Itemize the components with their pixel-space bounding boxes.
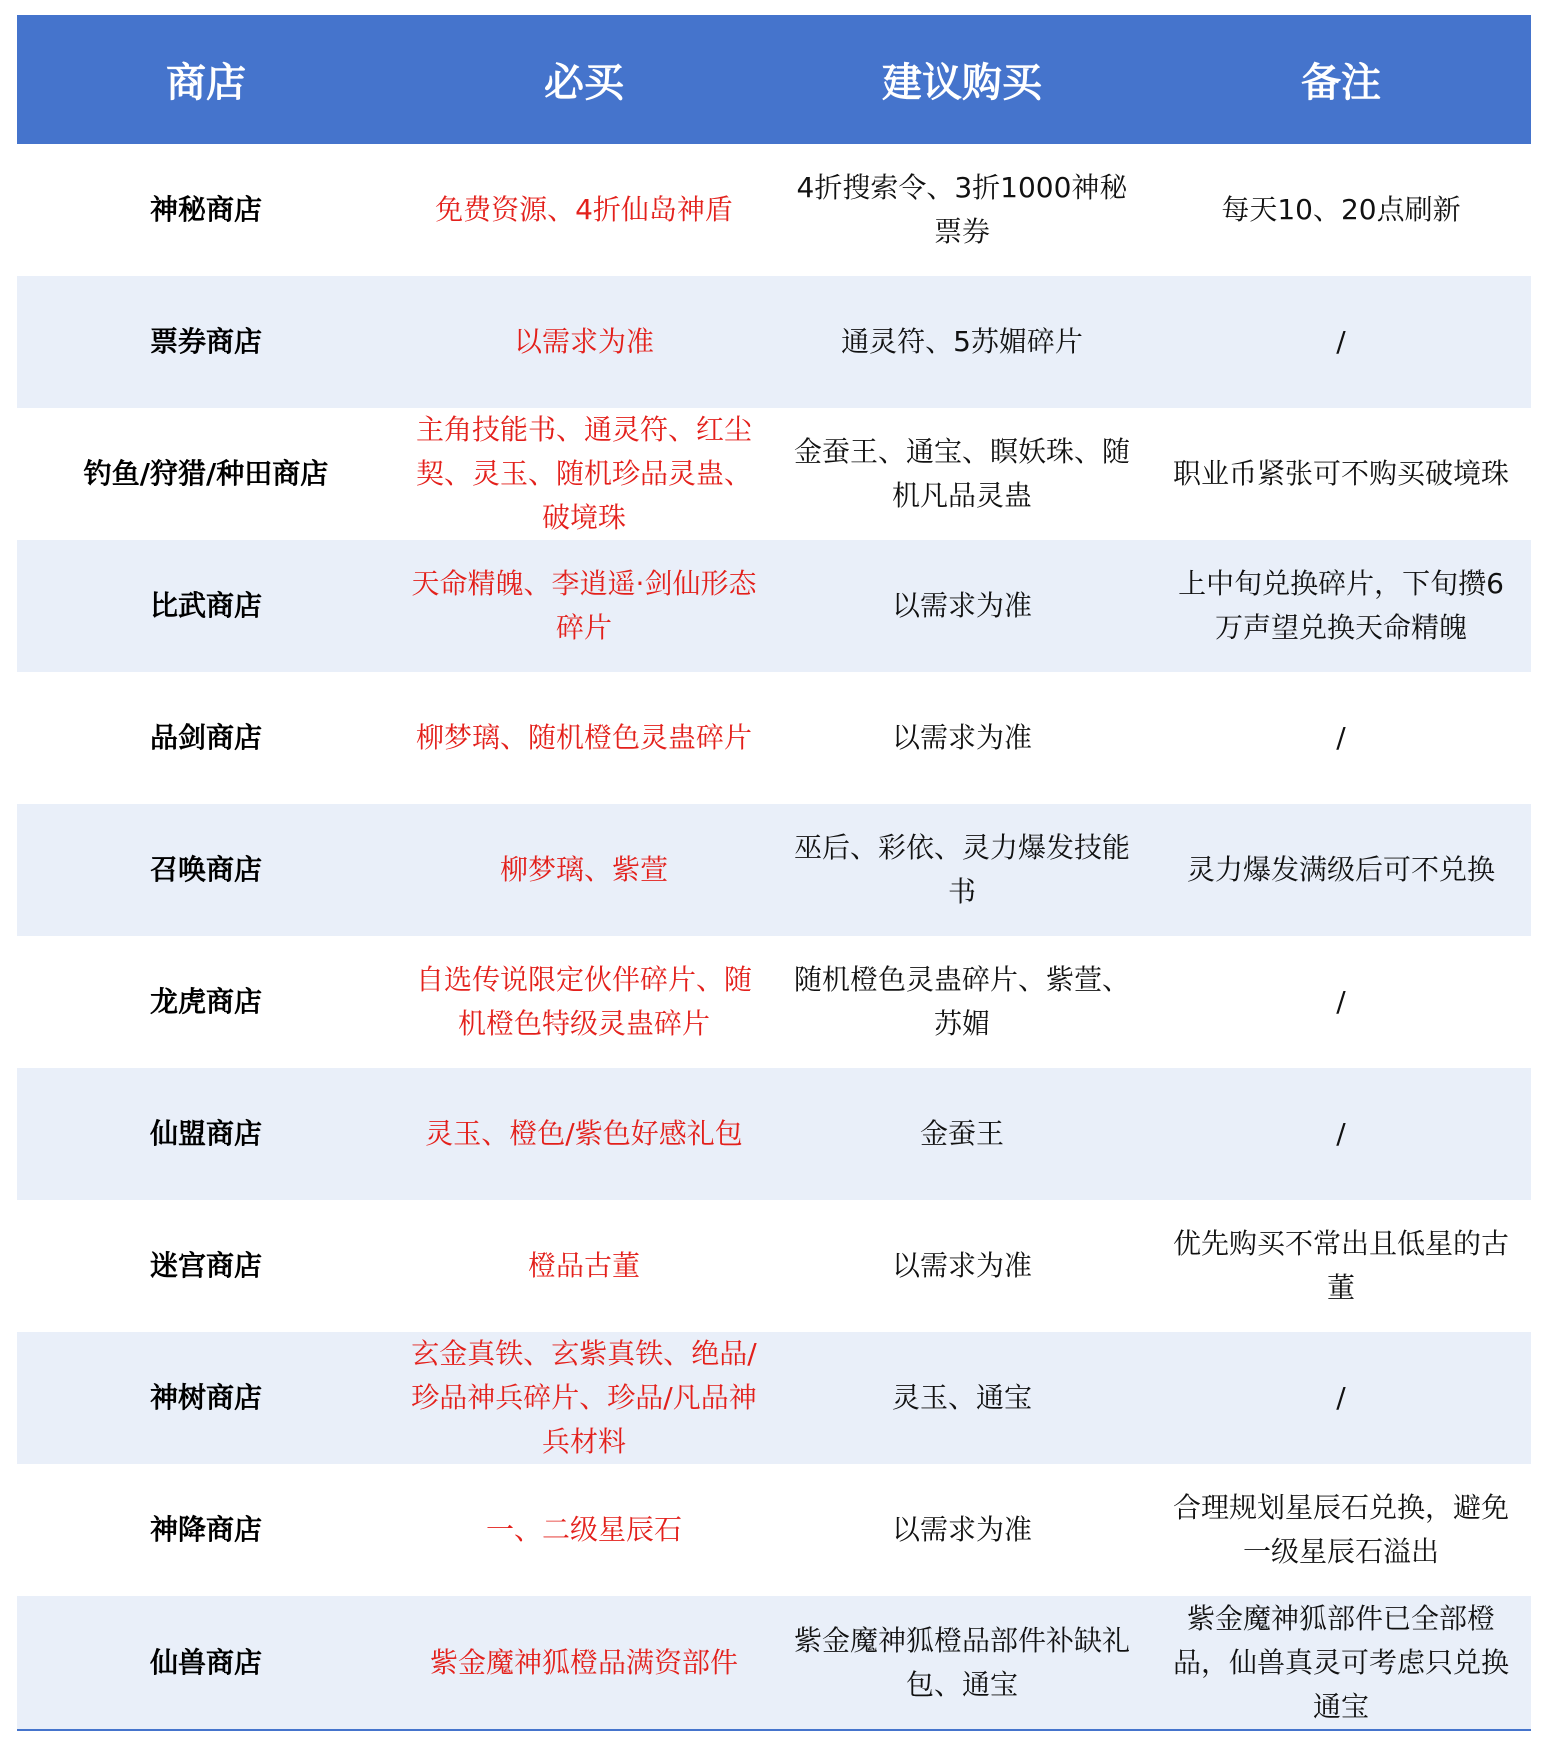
header-must-buy: 必买: [544, 60, 624, 106]
suggested-cell: 紫金魔神狐橙品部件补缺礼包、通宝: [793, 1623, 1130, 1701]
suggested-cell: 以需求为准: [891, 721, 1032, 754]
table-row: [17, 936, 1531, 1068]
suggested-cell: 以需求为准: [891, 1513, 1032, 1546]
note-cell: 优先购买不常出且低星的古董: [1172, 1227, 1509, 1304]
header-suggested: 建议购买: [882, 60, 1042, 106]
must-buy-cell: 一、二级星辰石: [485, 1513, 682, 1546]
shop-name-cell: 龙虎商店: [149, 985, 262, 1018]
note-cell: 职业币紧张可不购买破境珠: [1172, 457, 1509, 490]
shop-guide-table-container: [17, 15, 1531, 1731]
table-row: [17, 1332, 1531, 1464]
suggested-cell: 灵玉、通宝: [891, 1381, 1032, 1414]
header-note: 备注: [1301, 60, 1381, 106]
shop-name-cell: 钓鱼/狩猎/种田商店: [83, 457, 329, 490]
note-cell: 合理规划星辰石兑换，避免一级星辰石溢出: [1172, 1491, 1509, 1568]
table-row: [17, 804, 1531, 936]
table-row: [17, 1464, 1531, 1596]
suggested-cell: 随机橙色灵蛊碎片、紫萱、苏媚: [793, 963, 1130, 1040]
table-row: [17, 1200, 1531, 1332]
must-buy-cell: 天命精魄、李逍遥·剑仙形态碎片: [411, 567, 757, 644]
shop-name-cell: 仙兽商店: [149, 1645, 262, 1679]
suggested-cell: 以需求为准: [891, 589, 1032, 622]
table-row: [17, 144, 1531, 276]
suggested-cell: 巫后、彩依、灵力爆发技能书: [793, 831, 1130, 908]
table-row: [17, 408, 1531, 540]
shop-name-cell: 神降商店: [149, 1513, 262, 1546]
note-cell: /: [1336, 1381, 1346, 1414]
table-header-row: [17, 15, 1531, 144]
must-buy-cell: 紫金魔神狐橙品满资部件: [429, 1645, 738, 1679]
table-row: [17, 1068, 1531, 1200]
shop-name-cell: 比武商店: [149, 589, 262, 622]
must-buy-cell: 玄金真铁、玄紫真铁、绝品/珍品神兵碎片、珍品/凡品神兵材料: [411, 1337, 757, 1458]
shop-name-cell: 召唤商店: [149, 853, 262, 886]
note-cell: /: [1336, 1117, 1346, 1150]
must-buy-cell: 以需求为准: [513, 325, 654, 358]
suggested-cell: 以需求为准: [891, 1249, 1032, 1282]
note-cell: /: [1336, 985, 1346, 1018]
suggested-cell: 通灵符、5苏媚碎片: [841, 325, 1083, 358]
suggested-cell: 4折搜索令、3折1000神秘票券: [796, 171, 1128, 248]
must-buy-cell: 主角技能书、通灵符、红尘契、灵玉、随机珍品灵蛊、破境珠: [415, 413, 752, 534]
table-row: [17, 540, 1531, 672]
table-row: [17, 276, 1531, 408]
must-buy-cell: 橙品古董: [527, 1249, 640, 1282]
note-cell: 每天10、20点刷新: [1221, 193, 1461, 226]
must-buy-cell: 自选传说限定伙伴碎片、随机橙色特级灵蛊碎片: [415, 963, 752, 1040]
suggested-cell: 金蚕王: [919, 1117, 1004, 1150]
shop-name-cell: 神秘商店: [149, 193, 262, 226]
note-cell: 上中旬兑换碎片，下旬攒6万声望兑换天命精魄: [1178, 567, 1504, 644]
must-buy-cell: 免费资源、4折仙岛神盾: [435, 193, 733, 226]
must-buy-cell: 柳梦璃、紫萱: [499, 853, 668, 886]
shop-name-cell: 仙盟商店: [149, 1117, 262, 1150]
shop-name-cell: 迷宫商店: [149, 1249, 262, 1282]
shop-name-cell: 神树商店: [149, 1381, 262, 1414]
table-row: [17, 672, 1531, 804]
suggested-cell: 金蚕王、通宝、瞑妖珠、随机凡品灵蛊: [793, 435, 1130, 512]
header-shop: 商店: [166, 60, 246, 106]
table-row: [17, 1596, 1531, 1730]
note-cell: 紫金魔神狐部件已全部橙品，仙兽真灵可考虑只兑换通宝: [1172, 1601, 1509, 1723]
shop-guide-table: [17, 15, 1531, 1731]
note-cell: /: [1336, 325, 1346, 358]
shop-name-cell: 票券商店: [149, 325, 262, 358]
shop-name-cell: 品剑商店: [149, 721, 262, 754]
note-cell: 灵力爆发满级后可不兑换: [1186, 853, 1495, 886]
note-cell: /: [1336, 721, 1346, 754]
must-buy-cell: 柳梦璃、随机橙色灵蛊碎片: [415, 721, 752, 754]
must-buy-cell: 灵玉、橙色/紫色好感礼包: [425, 1117, 743, 1150]
